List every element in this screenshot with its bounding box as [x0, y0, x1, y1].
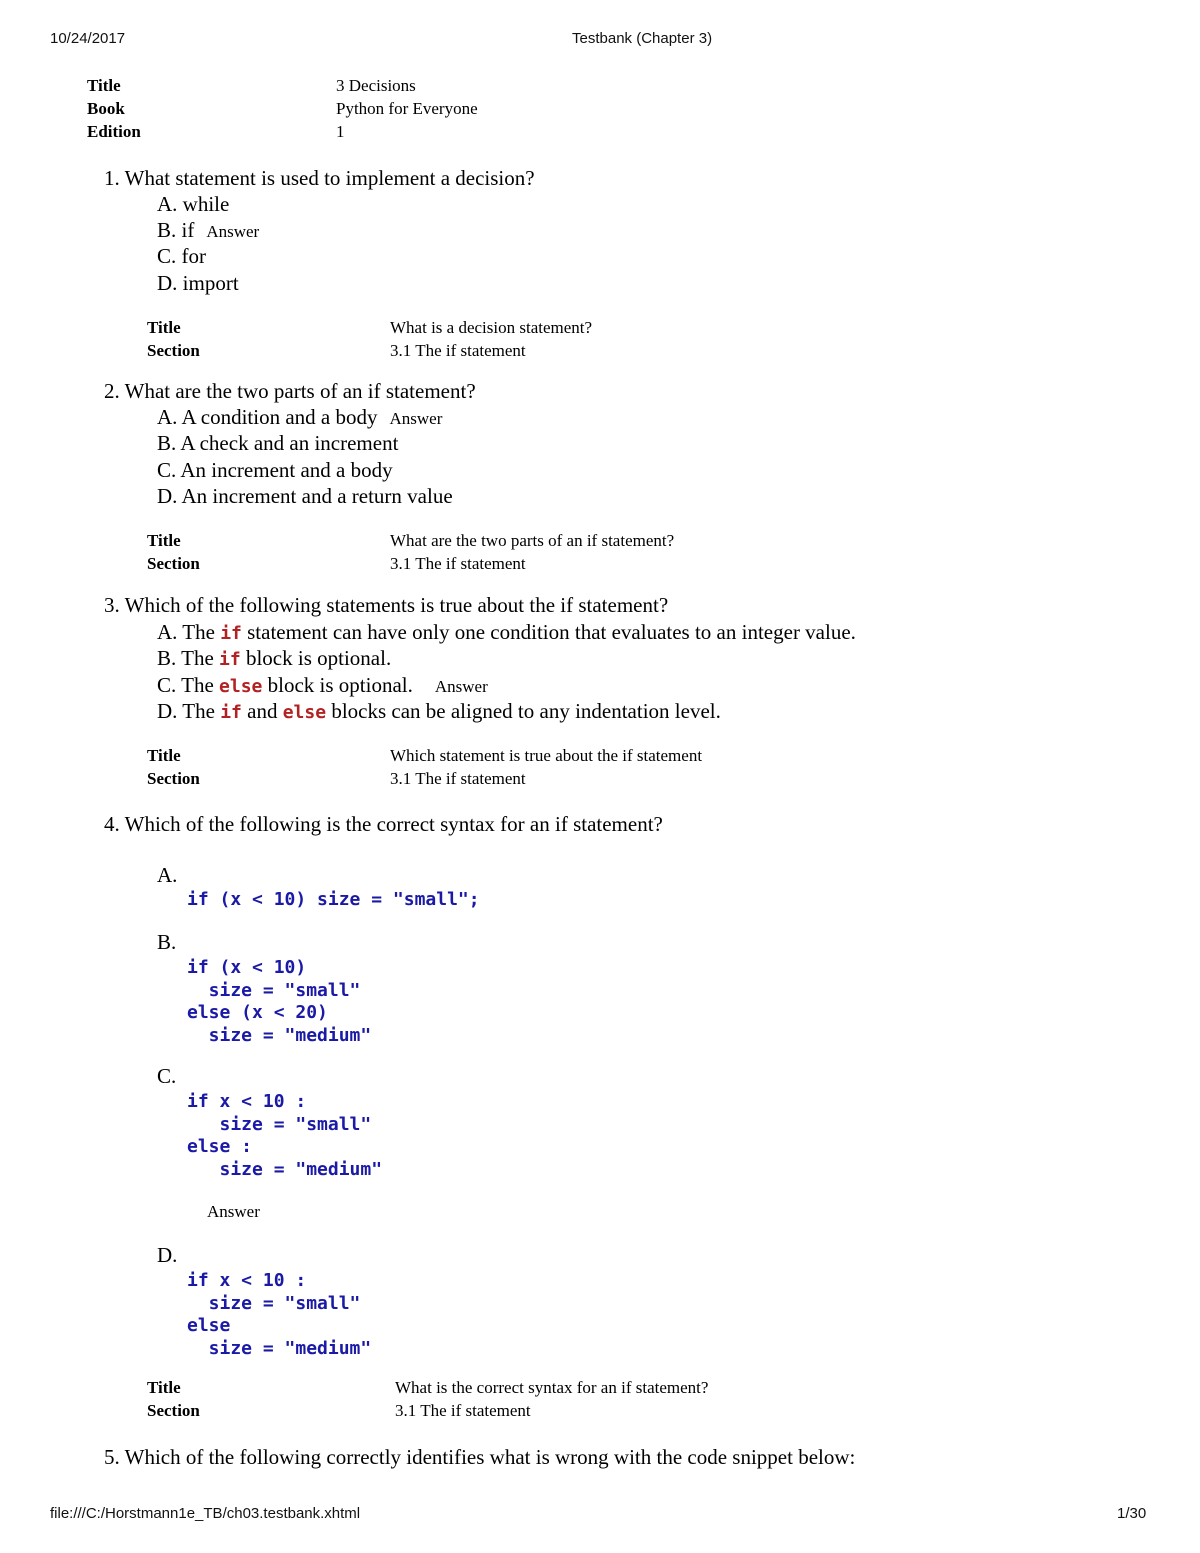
- q2-option-b: B. A check and an increment: [157, 431, 399, 455]
- q3-meta-section: 3.1 The if statement: [390, 769, 526, 788]
- question-1: 1. What statement is used to implement a decision?: [104, 166, 535, 190]
- q4-option-c-code: if x < 10 : size = "small" else : size = "medium": [187, 1091, 383, 1180]
- q3-d-post: blocks can be aligned to any indentation level.: [326, 699, 721, 723]
- q1-option-d: D. import: [157, 271, 239, 295]
- q1-option-b: [157, 218, 259, 243]
- q3-c-pre: C. The: [157, 673, 220, 697]
- question-4: 4. Which of the following is the correct syntax for an if statement?: [104, 812, 663, 836]
- q3-d-keyword-else: else: [282, 702, 327, 723]
- q3-d-keyword-if: if: [220, 702, 242, 723]
- q3-option-b: [157, 646, 391, 671]
- q4-answer-marker: Answer: [207, 1202, 260, 1221]
- q4-option-d-letter: D.: [157, 1243, 178, 1267]
- q2-option-a-text: A. A condition and a body: [157, 405, 378, 429]
- q3-meta-title: Which statement is true about the if statement: [390, 746, 703, 765]
- question-5: 5. Which of the following correctly identifies what is wrong with the code snippet below:: [104, 1445, 856, 1469]
- q4-option-b-code: if (x < 10) size = "small" else (x < 20) size = "medium": [187, 957, 372, 1046]
- q4-meta-section-label: Section: [147, 1401, 200, 1420]
- q4-option-a-code: if (x < 10) size = "small";: [187, 889, 480, 910]
- q2-option-d: D. An increment and a return value: [157, 484, 453, 508]
- meta-title-value: 3 Decisions: [336, 76, 416, 95]
- q3-b-pre: B. The: [157, 646, 220, 670]
- q4-option-c-letter: C.: [157, 1064, 177, 1088]
- q3-meta-section-label: Section: [147, 769, 200, 788]
- question-2: 2. What are the two parts of an if statement?: [104, 379, 476, 403]
- q3-a-post: statement can have only one condition that evaluates to an integer value.: [241, 620, 856, 644]
- q4-option-a-letter: A.: [157, 863, 178, 887]
- q3-d-pre: D. The: [157, 699, 221, 723]
- q2-metadata: [147, 529, 747, 575]
- question-3: 3. Which of the following statements is true about the if statement?: [104, 593, 669, 617]
- meta-edition-label: Edition: [87, 122, 141, 141]
- q4-metadata: [147, 1376, 797, 1422]
- q3-meta-title-label: Title: [147, 746, 181, 765]
- q3-option-c: [157, 673, 488, 698]
- q1-meta-title-label: Title: [147, 318, 181, 337]
- q3-b-post: block is optional.: [240, 646, 392, 670]
- q4-meta-title: What is the correct syntax for an if statement?: [395, 1378, 709, 1397]
- page-number: 1/30: [1117, 1505, 1147, 1522]
- q2-meta-title-label: Title: [147, 531, 181, 550]
- document-metadata: [87, 74, 587, 144]
- q3-c-post: block is optional.: [262, 673, 413, 697]
- q3-c-keyword: else: [219, 676, 263, 697]
- q2-answer-marker: Answer: [389, 409, 443, 428]
- q3-option-d: [157, 699, 721, 724]
- q1-answer-marker: Answer: [206, 222, 260, 241]
- q3-answer-marker: Answer: [434, 677, 488, 696]
- q2-option-c: C. An increment and a body: [157, 458, 393, 482]
- q4-meta-title-label: Title: [147, 1378, 181, 1397]
- q1-meta-section: 3.1 The if statement: [390, 341, 526, 360]
- print-title: Testbank (Chapter 3): [572, 30, 713, 47]
- q1-option-c: C. for: [157, 244, 206, 268]
- q2-option-a: [157, 405, 442, 430]
- q3-option-a: [157, 620, 856, 645]
- q3-d-mid: and: [241, 699, 283, 723]
- q2-meta-section: 3.1 The if statement: [390, 554, 526, 573]
- q1-option-b-text: B. if: [157, 218, 195, 242]
- q4-meta-section: 3.1 The if statement: [395, 1401, 531, 1420]
- q3-a-pre: A. The: [157, 620, 221, 644]
- q4-option-b-letter: B.: [157, 930, 177, 954]
- print-date: 10/24/2017: [50, 30, 126, 47]
- meta-edition-value: 1: [336, 122, 345, 141]
- q3-a-keyword: if: [220, 623, 242, 644]
- meta-book-value: Python for Everyone: [336, 99, 478, 118]
- file-path: file:///C:/Horstmann1e_TB/ch03.testbank.xhtml: [50, 1505, 361, 1522]
- q2-meta-section-label: Section: [147, 554, 200, 573]
- q1-meta-title: What is a decision statement?: [390, 318, 593, 337]
- meta-title-label: Title: [87, 76, 121, 95]
- q1-metadata: [147, 316, 747, 362]
- q2-meta-title: What are the two parts of an if statement?: [390, 531, 675, 550]
- q3-b-keyword: if: [219, 649, 241, 670]
- q1-meta-section-label: Section: [147, 341, 200, 360]
- q1-option-a: A. while: [157, 192, 230, 216]
- q4-option-d-code: if x < 10 : size = "small" else size = "medium": [187, 1270, 372, 1359]
- meta-book-label: Book: [87, 99, 125, 118]
- q3-metadata: [147, 744, 797, 790]
